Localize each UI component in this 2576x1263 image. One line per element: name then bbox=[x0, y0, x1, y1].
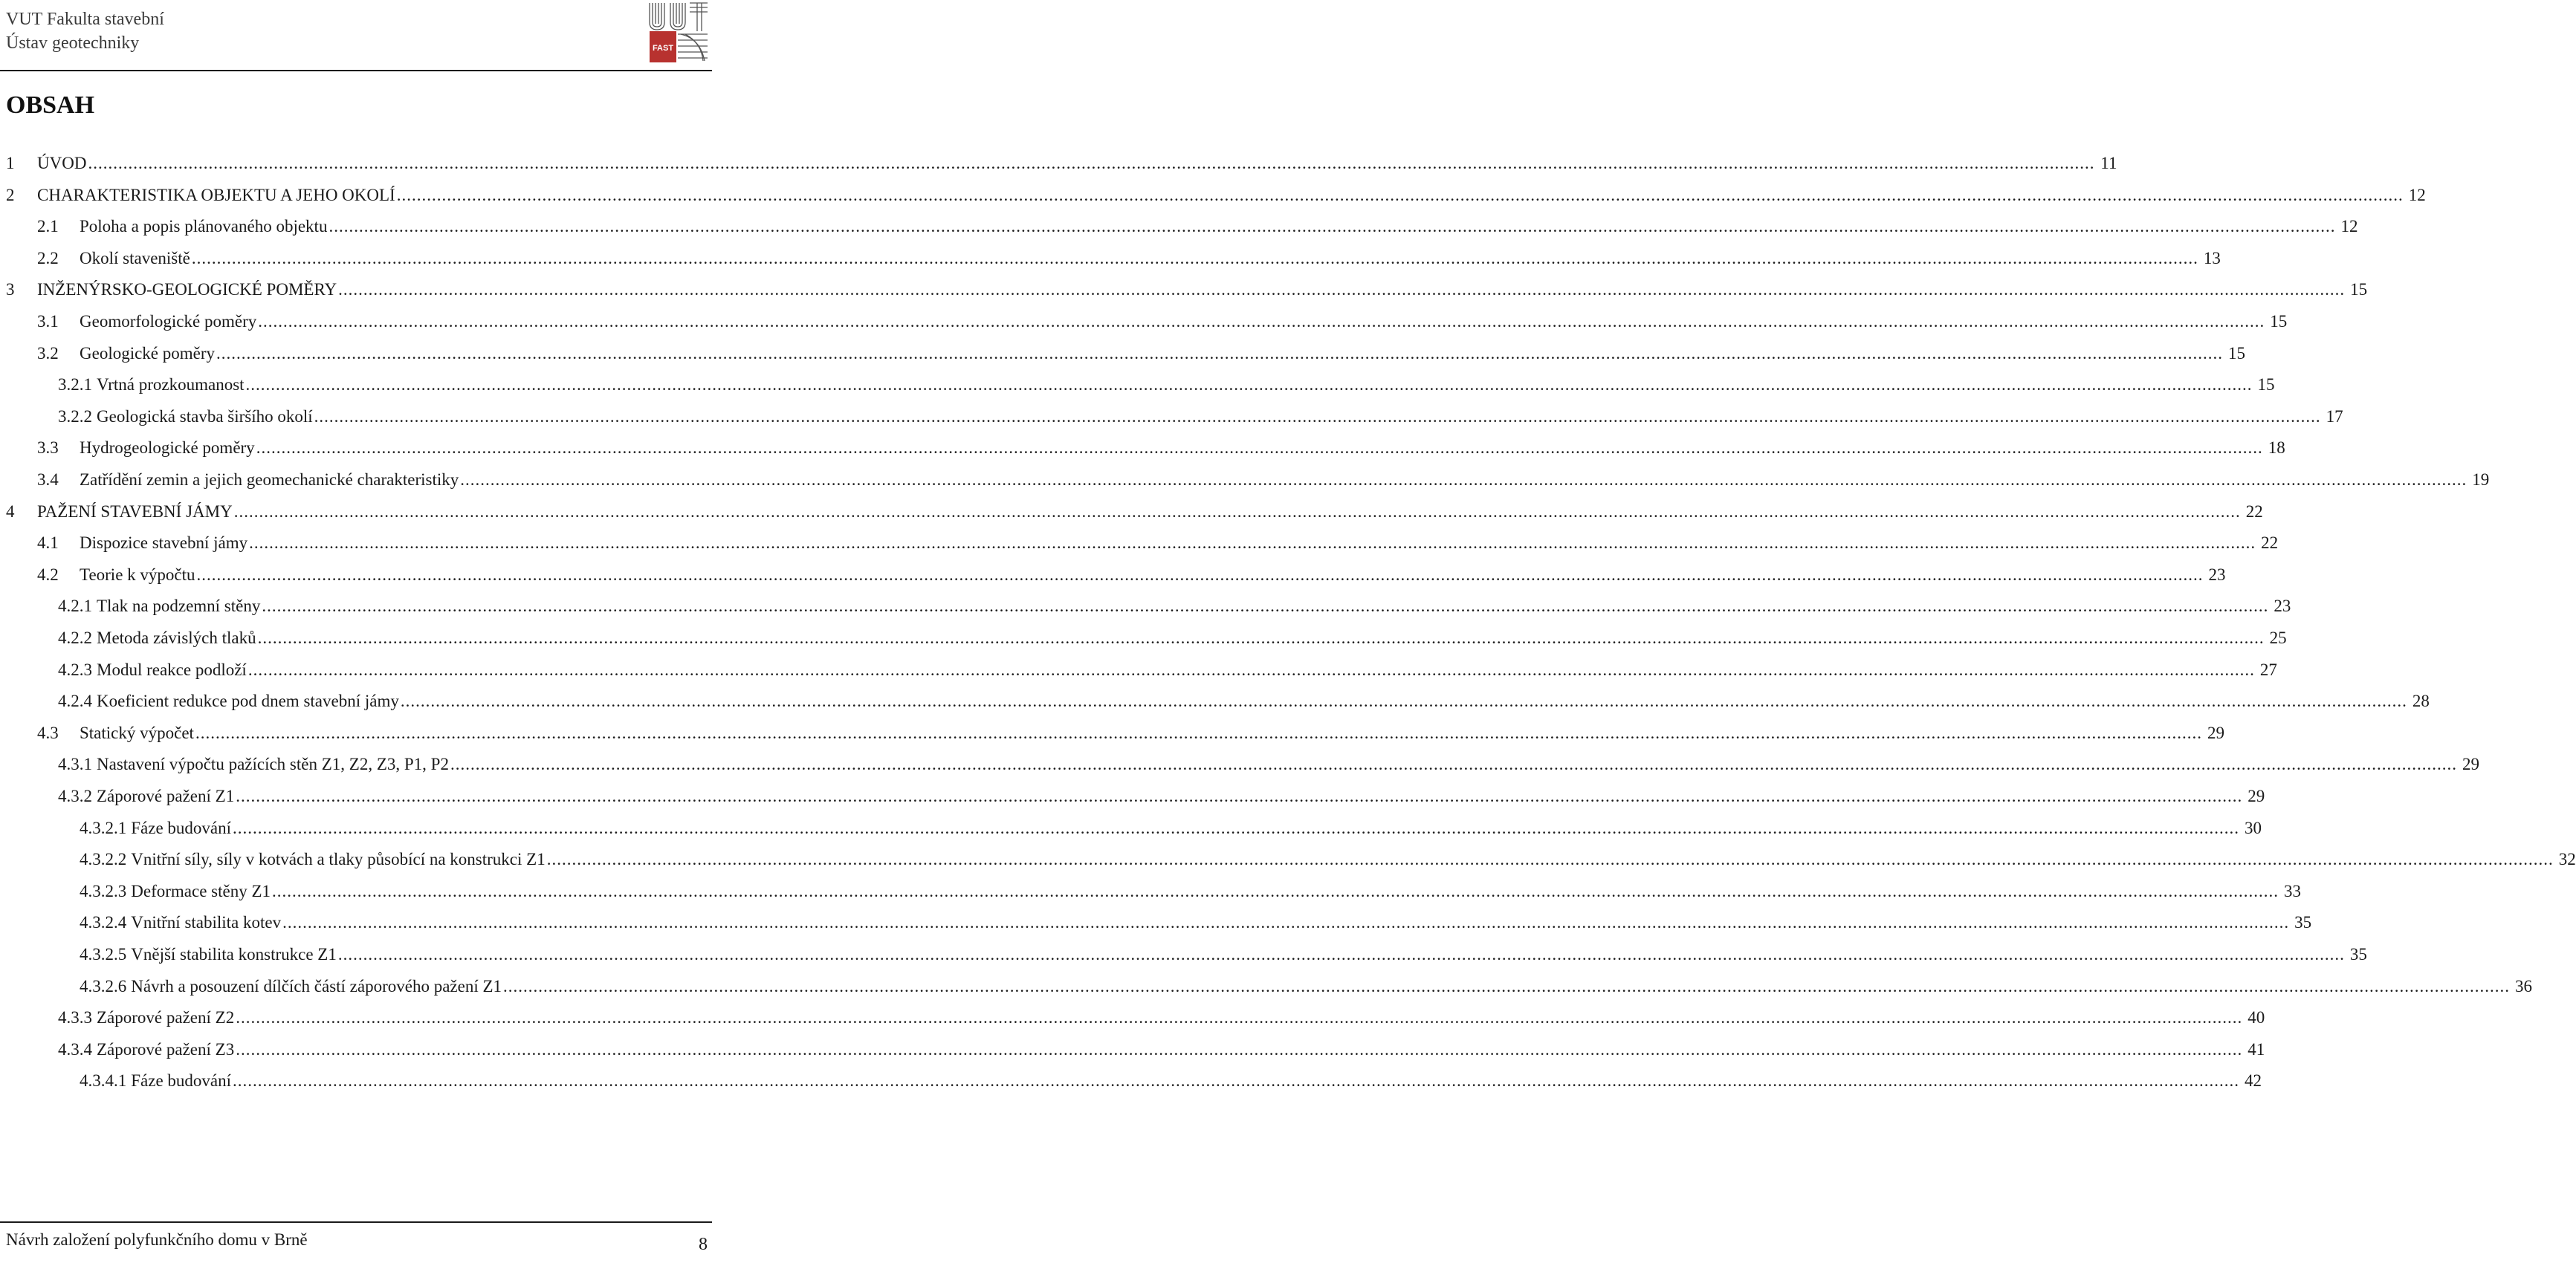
toc-entry[interactable] bbox=[37, 311, 2288, 333]
toc-entry[interactable] bbox=[58, 690, 2430, 712]
toc-entry-page: 11 bbox=[2100, 154, 2117, 172]
toc-dot-leader bbox=[503, 975, 2510, 998]
toc-entry-page: 15 bbox=[2350, 280, 2368, 299]
toc-entry-page: 36 bbox=[2515, 976, 2533, 996]
footer-divider bbox=[0, 1221, 712, 1223]
toc-entry-page: 15 bbox=[2228, 343, 2246, 363]
toc-entry-title: Deformace stěny Z1 bbox=[131, 881, 271, 900]
toc-dot-leader bbox=[272, 880, 2279, 903]
toc-entry[interactable] bbox=[58, 595, 2291, 617]
toc-entry-title: Teorie k výpočtu bbox=[80, 565, 195, 584]
toc-entry-number: 3.2.2 bbox=[58, 406, 92, 426]
toc-entry[interactable] bbox=[80, 1070, 2262, 1092]
toc-entry[interactable] bbox=[37, 722, 2224, 744]
footer-page-number: 8 bbox=[699, 1235, 708, 1254]
toc-entry-page: 32 bbox=[2558, 850, 2576, 869]
toc-entry-page: 29 bbox=[2207, 723, 2224, 742]
toc-entry-page: 15 bbox=[2257, 375, 2275, 395]
toc-entry[interactable] bbox=[58, 1007, 2265, 1029]
toc-entry-page: 19 bbox=[2472, 470, 2490, 489]
toc-entry-number: 4.2.3 bbox=[58, 660, 92, 679]
toc-entry-page: 23 bbox=[2208, 565, 2226, 584]
toc-entry[interactable] bbox=[80, 848, 2576, 871]
toc-dot-leader bbox=[547, 848, 2554, 871]
toc-entry[interactable] bbox=[58, 406, 2343, 428]
toc-entry-number: 4.3.2.5 bbox=[80, 945, 127, 964]
toc-entry-number: 3.2 bbox=[37, 343, 59, 363]
toc-entry[interactable] bbox=[80, 975, 2533, 998]
toc-entry-number: 4.3.1 bbox=[58, 755, 92, 774]
toc-entry[interactable] bbox=[58, 753, 2479, 776]
header-institute: Ústav geotechniky bbox=[6, 33, 140, 53]
toc-entry-number: 2 bbox=[6, 185, 15, 204]
toc-entry-title: Hydrogeologické poměry bbox=[80, 438, 255, 458]
toc-entry[interactable] bbox=[37, 437, 2285, 459]
toc-entry-page: 30 bbox=[2245, 818, 2262, 837]
toc-entry-page: 18 bbox=[2268, 438, 2285, 458]
toc-entry-page: 27 bbox=[2259, 660, 2277, 679]
toc-entry-number: 4.3.2.2 bbox=[80, 850, 127, 869]
toc-dot-leader bbox=[397, 184, 2404, 207]
toc-entry-title: PAŽENÍ STAVEBNÍ JÁMY bbox=[37, 501, 233, 521]
toc-dot-leader bbox=[401, 690, 2407, 712]
toc-entry-title: Záporové pažení Z2 bbox=[97, 1008, 235, 1027]
toc-dot-leader bbox=[248, 659, 2255, 681]
toc-entry[interactable] bbox=[58, 659, 2277, 681]
toc-entry-number: 4.1 bbox=[37, 533, 59, 553]
toc-entry-title: Fáze budování bbox=[131, 818, 232, 837]
toc-entry-page: 40 bbox=[2247, 1008, 2265, 1027]
toc-entry-page: 17 bbox=[2326, 406, 2343, 426]
toc-entry-page: 22 bbox=[2261, 533, 2279, 553]
toc-entry-title: CHARAKTERISTIKA OBJEKTU A JEHO OKOLÍ bbox=[37, 185, 395, 204]
toc-entry[interactable] bbox=[80, 817, 2262, 840]
toc-entry-number: 4.2 bbox=[37, 565, 59, 584]
toc-dot-leader bbox=[236, 1007, 2242, 1029]
toc-entry-number: 2.1 bbox=[37, 217, 59, 236]
toc-dot-leader bbox=[314, 406, 2321, 428]
toc-entry-page: 29 bbox=[2247, 787, 2265, 805]
toc-entry-title: Návrh a posouzení dílčích částí záporového pažení Z1 bbox=[131, 976, 502, 996]
toc-entry-page: 35 bbox=[2349, 945, 2367, 964]
toc-entry-number: 4.3.2.1 bbox=[80, 818, 127, 837]
toc-entry-number: 3.2.1 bbox=[58, 375, 92, 395]
toc-entry[interactable] bbox=[80, 944, 2367, 966]
toc-entry-number: 3.4 bbox=[37, 470, 59, 489]
toc-dot-leader bbox=[262, 595, 2268, 617]
toc-entry-number: 4.3.2 bbox=[58, 787, 92, 805]
toc-entry-page: 25 bbox=[2269, 629, 2287, 647]
toc-entry-title: Nastavení výpočtu pažících stěn Z1, Z2, Z3, P1, P2 bbox=[97, 755, 449, 774]
toc-entry-title: Dispozice stavební jámy bbox=[80, 533, 248, 553]
toc-entry-number: 4.2.1 bbox=[58, 597, 92, 616]
toc-entry-number: 4.3 bbox=[37, 723, 59, 742]
toc-dot-leader bbox=[233, 1070, 2239, 1092]
toc-entry-page: 42 bbox=[2245, 1071, 2262, 1091]
toc-dot-leader bbox=[460, 469, 2467, 491]
toc-entry-title: Okolí staveniště bbox=[80, 248, 190, 267]
toc-entry-page: 33 bbox=[2284, 881, 2302, 900]
toc-entry-number: 3.3 bbox=[37, 438, 59, 458]
toc-entry-title: Fáze budování bbox=[131, 1071, 232, 1091]
toc-entry[interactable] bbox=[80, 880, 2302, 903]
toc-dot-leader bbox=[192, 247, 2198, 270]
toc-dot-leader bbox=[249, 532, 2256, 554]
toc-entry-title: Poloha a popis plánovaného objektu bbox=[80, 217, 328, 236]
toc-entry-number: 4.3.4 bbox=[58, 1039, 92, 1059]
toc-dot-leader bbox=[246, 374, 2253, 396]
toc-entry-page: 23 bbox=[2274, 597, 2291, 616]
toc-entry-title: Geologická stavba širšího okolí bbox=[97, 406, 313, 426]
toc-dot-leader bbox=[282, 912, 2289, 934]
toc-entry-title: INŽENÝRSKO-GEOLOGICKÉ POMĚRY bbox=[37, 280, 337, 299]
toc-entry-number: 4.3.4.1 bbox=[80, 1071, 127, 1091]
toc-entry-number: 2.2 bbox=[37, 248, 59, 267]
header-faculty: VUT Fakulta stavební bbox=[6, 10, 164, 29]
toc-dot-leader bbox=[338, 279, 2345, 301]
toc-entry-title: Tlak na podzemní stěny bbox=[97, 597, 261, 616]
toc-entry-title: Statický výpočet bbox=[80, 723, 194, 742]
toc-entry-page: 13 bbox=[2203, 248, 2221, 267]
toc-entry-number: 3.1 bbox=[37, 312, 59, 331]
toc-dot-leader bbox=[236, 785, 2242, 808]
toc-entry-number: 4.2.4 bbox=[58, 692, 92, 711]
toc-entry-title: Geomorfologické poměry bbox=[80, 312, 257, 331]
toc-entry-page: 28 bbox=[2412, 692, 2430, 711]
toc-entry-title: Vnitřní stabilita kotev bbox=[131, 913, 282, 932]
toc-dot-leader bbox=[256, 437, 2263, 459]
toc-entry-title: Metoda závislých tlaků bbox=[97, 629, 256, 647]
toc-entry-title: Vrtná prozkoumanost bbox=[97, 375, 245, 395]
toc-entry-number: 4.2.2 bbox=[58, 629, 92, 647]
toc-entry-page: 41 bbox=[2247, 1039, 2265, 1059]
toc-entry-number: 4.3.3 bbox=[58, 1008, 92, 1027]
toc-entry-title: Záporové pažení Z1 bbox=[97, 787, 235, 805]
toc-entry-number: 4.3.2.3 bbox=[80, 881, 127, 900]
toc-entry-title: ÚVOD bbox=[37, 154, 87, 172]
toc-entry-number: 3 bbox=[6, 280, 15, 299]
toc-entry-page: 12 bbox=[2408, 185, 2426, 204]
toc-entry[interactable] bbox=[6, 279, 2368, 301]
toc-dot-leader bbox=[450, 753, 2457, 776]
page-title: OBSAH bbox=[6, 91, 95, 119]
toc-dot-leader bbox=[329, 215, 2335, 238]
toc-dot-leader bbox=[338, 944, 2345, 966]
toc-entry-page: 22 bbox=[2245, 501, 2263, 521]
toc-entry-page: 35 bbox=[2294, 913, 2312, 932]
toc-entry-page: 12 bbox=[2340, 217, 2358, 236]
toc-dot-leader bbox=[258, 311, 2265, 333]
toc-entry[interactable] bbox=[58, 627, 2287, 649]
toc-dot-leader bbox=[195, 722, 2202, 744]
toc-entry-number: 4.3.2.6 bbox=[80, 976, 127, 996]
toc-dot-leader bbox=[236, 1039, 2242, 1061]
toc-entry[interactable] bbox=[37, 215, 2358, 238]
toc-entry[interactable] bbox=[58, 785, 2265, 808]
logo-text: FAST bbox=[652, 44, 674, 53]
toc-dot-leader bbox=[216, 342, 2223, 365]
toc-entry-title: Vnější stabilita konstrukce Z1 bbox=[131, 945, 337, 964]
toc-entry[interactable] bbox=[6, 152, 2117, 175]
toc-entry[interactable] bbox=[37, 247, 2221, 270]
toc-entry-title: Koeficient redukce pod dnem stavební jámy bbox=[97, 692, 399, 711]
toc-dot-leader bbox=[258, 627, 2265, 649]
toc-entry[interactable] bbox=[80, 912, 2312, 934]
toc-entry-page: 15 bbox=[2270, 312, 2288, 331]
toc-entry-number: 4.3.2.4 bbox=[80, 913, 127, 932]
toc-dot-leader bbox=[233, 817, 2239, 840]
toc-entry[interactable] bbox=[58, 374, 2275, 396]
toc-entry-title: Vnitřní síly, síly v kotvách a tlaky působící na konstrukci Z1 bbox=[131, 850, 546, 869]
toc-entry[interactable] bbox=[6, 501, 2263, 523]
toc-entry[interactable] bbox=[37, 532, 2279, 554]
toc-dot-leader bbox=[234, 501, 2241, 523]
toc-entry-number: 4 bbox=[6, 501, 15, 521]
toc-entry-title: Geologické poměry bbox=[80, 343, 216, 363]
footer-thesis-title: Návrh založení polyfunkčního domu v Brně bbox=[6, 1230, 308, 1249]
toc-entry[interactable] bbox=[58, 1039, 2265, 1061]
toc-entry-number: 1 bbox=[6, 154, 15, 172]
toc-entry[interactable] bbox=[37, 342, 2246, 365]
toc-entry-title: Zatřídění zemin a jejich geomechanické charakteristiky bbox=[80, 470, 459, 489]
toc-entry[interactable] bbox=[6, 184, 2426, 207]
toc-entry-page: 29 bbox=[2462, 755, 2479, 774]
toc-entry[interactable] bbox=[37, 564, 2226, 586]
toc-entry-title: Záporové pažení Z3 bbox=[97, 1039, 235, 1059]
toc-dot-leader bbox=[197, 564, 2204, 586]
toc-entry-title: Modul reakce podloží bbox=[97, 660, 247, 679]
toc-entry[interactable] bbox=[37, 469, 2490, 491]
toc-dot-leader bbox=[88, 152, 2094, 175]
